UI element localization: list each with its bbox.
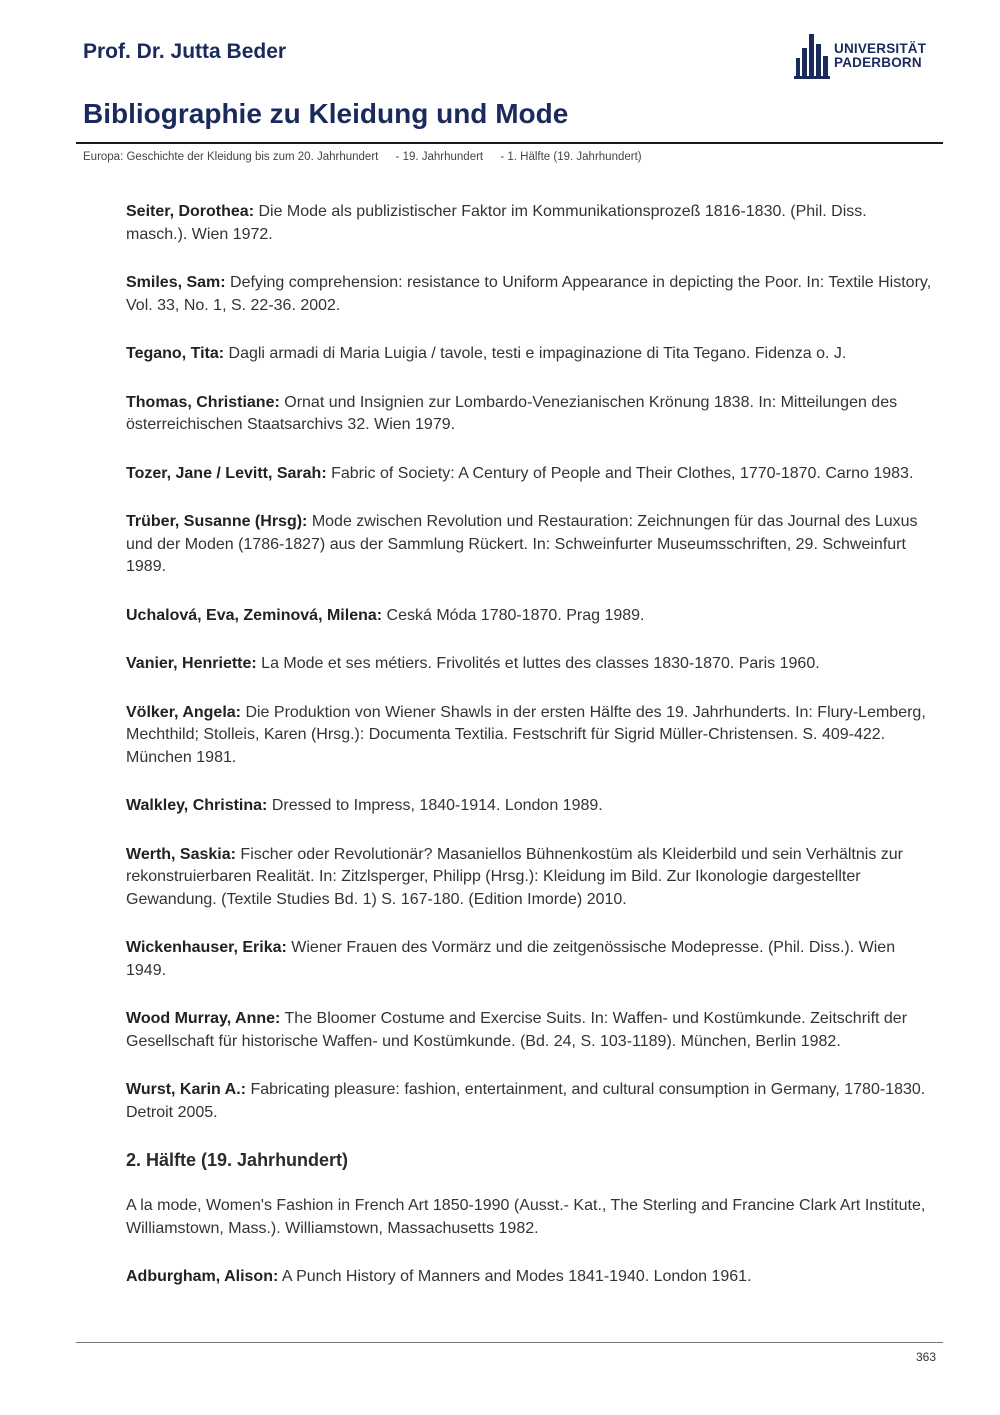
entry-author: Walkley, Christina: xyxy=(126,797,268,814)
entry-author: Uchalová, Eva, Zeminová, Milena: xyxy=(126,606,383,624)
university-logo[interactable] xyxy=(794,32,926,80)
entry-text: Fabric of Society: A Century of People and Their Clothes, 1770-1870. Carno 1983. xyxy=(326,464,914,482)
entry-author: Adburgham, Alison: xyxy=(126,1268,279,1285)
entry-text: The Bloomer Costume and Exercise Suits. In: Waffen- und Kostümkunde. Zeitschrift der Gesellschaft für historische Waffen- und Kostümkunde. (Bd. 24, S. 103-1189). München, Berlin 1982. xyxy=(126,1010,908,1050)
entry-author: Wood Murray, Anne: xyxy=(126,1010,281,1027)
bibliography-entry xyxy=(126,605,932,628)
entry-text: Defying comprehension: resistance to Uniform Appearance in depicting the Poor. In: Textile History, Vol. 33, No. 1, S. 22-36. 2002. xyxy=(126,274,932,314)
entry-text: A la mode, Women's Fashion in French Art 1850-1990 (Ausst.- Kat., The Sterling and Francine Clark Art Institute, Williamstown, Mass.). Williamstown, Massachusetts 1982. xyxy=(126,1197,926,1237)
bibliography-entry xyxy=(126,1079,932,1124)
entry-text: Dressed to Impress, 1840-1914. London 1989. xyxy=(267,797,603,814)
entry-text: Fabricating pleasure: fashion, entertainment, and cultural consumption in Germany, 1780-1830. Detroit 2005. xyxy=(126,1081,926,1121)
bibliography-entry xyxy=(126,702,932,770)
bibliography-entry xyxy=(126,392,932,437)
entry-text: Ceská Móda 1780-1870. Prag 1989. xyxy=(382,606,645,624)
entry-author: Wickenhauser, Erika: xyxy=(126,939,287,956)
bibliography-entry xyxy=(126,511,932,579)
entry-author: Seiter, Dorothea: xyxy=(126,203,255,220)
page-title: Bibliographie zu Kleidung und Mode xyxy=(83,98,569,129)
page-number: 363 xyxy=(915,1350,936,1364)
entry-author: Trüber, Susanne (Hrsg): xyxy=(126,513,308,530)
bibliography-entry xyxy=(126,844,932,912)
entry-text: Mode zwischen Revolution und Restauration: Zeichnungen für das Journal des Luxus und der Moden (1786-1827) aus der Sammlung Rückert. In: Schweinfurter Museumsschriften, 29. Schweinfurt 1989. xyxy=(126,513,918,575)
bibliography-entry xyxy=(126,795,932,818)
author-name: Prof. Dr. Jutta Beder xyxy=(83,40,287,63)
entry-author: Vanier, Henriette: xyxy=(126,655,257,672)
bibliography-entry xyxy=(126,653,932,676)
entry-author: Thomas, Christiane: xyxy=(126,393,280,411)
logo-line-1: UNIVERSITÄT xyxy=(834,41,927,56)
breadcrumb-item: Europa: Geschichte der Kleidung bis zum 20. Jahrhundert xyxy=(83,151,379,163)
entry-author: Tozer, Jane / Levitt, Sarah: xyxy=(126,464,327,482)
bibliography-entry xyxy=(126,201,932,246)
bibliography-entry xyxy=(126,1195,932,1240)
bibliography-entry xyxy=(126,937,932,982)
breadcrumb xyxy=(83,151,656,163)
breadcrumb-item: - 19. Jahrhundert xyxy=(395,151,484,163)
entry-author: Wurst, Karin A.: xyxy=(126,1081,247,1098)
breadcrumb-item: - 1. Hälfte (19. Jahrhundert) xyxy=(500,151,642,163)
entry-text: La Mode et ses métiers. Frivolités et luttes des classes 1830-1870. Paris 1960. xyxy=(256,655,820,672)
entry-author: Smiles, Sam: xyxy=(126,274,226,291)
bibliography-entry xyxy=(126,272,932,317)
entry-author: Tegano, Tita: xyxy=(126,345,225,362)
university-building-icon xyxy=(794,32,830,80)
entry-text: Die Produktion von Wiener Shawls in der ersten Hälfte des 19. Jahrhunderts. In: Flury-Lemberg, Mechthild; Stolleis, Karen (Hrsg.): Documenta Textilia. Festschrift für Sigrid Müller-Christensen. S. 409-422. München 1981. xyxy=(126,703,926,766)
entry-text: Die Mode als publizistischer Faktor im Kommunikationsprozeß 1816-1830. (Phil. Diss. masch.). Wien 1972. xyxy=(126,203,867,243)
entry-text: Dagli armadi di Maria Luigia / tavole, testi e impaginazione di Tita Tegano. Fidenza o. J. xyxy=(224,345,847,362)
entry-author: Werth, Saskia: xyxy=(126,845,236,863)
logo-line-2: PADERBORN xyxy=(834,55,922,70)
bibliography-list xyxy=(126,201,932,1315)
bibliography-entry xyxy=(126,1266,932,1289)
entry-text: Ornat und Insignien zur Lombardo-Venezianischen Krönung 1838. In: Mitteilungen des österreichischen Staatsarchivs 32. Wien 1979. xyxy=(126,393,898,433)
logo-wordmark xyxy=(834,42,926,70)
section-heading: 2. Hälfte (19. Jahrhundert) xyxy=(126,1150,349,1170)
entry-text: Fischer oder Revolutionär? Masaniellos Bühnenkostüm als Kleiderbild und sein Verhältnis zur rekonstruierbaren Realität. In: Zitzlsperger, Philipp (Hrsg.): Kleidung im Bild. Zur Ikonologie dargestellter Gewandung. (Textile Studies Bd. 1) S. 167-180. (Edition Imorde) 2010. xyxy=(126,845,903,908)
entry-text: Wiener Frauen des Vormärz und die zeitgenössische Modepresse. (Phil. Diss.). Wien 1949. xyxy=(126,939,896,979)
entry-author: Völker, Angela: xyxy=(126,703,241,721)
footer-divider xyxy=(76,1342,943,1343)
entry-text: A Punch History of Manners and Modes 1841-1940. London 1961. xyxy=(278,1268,752,1285)
bibliography-entry xyxy=(126,463,932,486)
header-divider xyxy=(76,142,943,144)
bibliography-entry xyxy=(126,343,932,366)
bibliography-entry xyxy=(126,1008,932,1053)
